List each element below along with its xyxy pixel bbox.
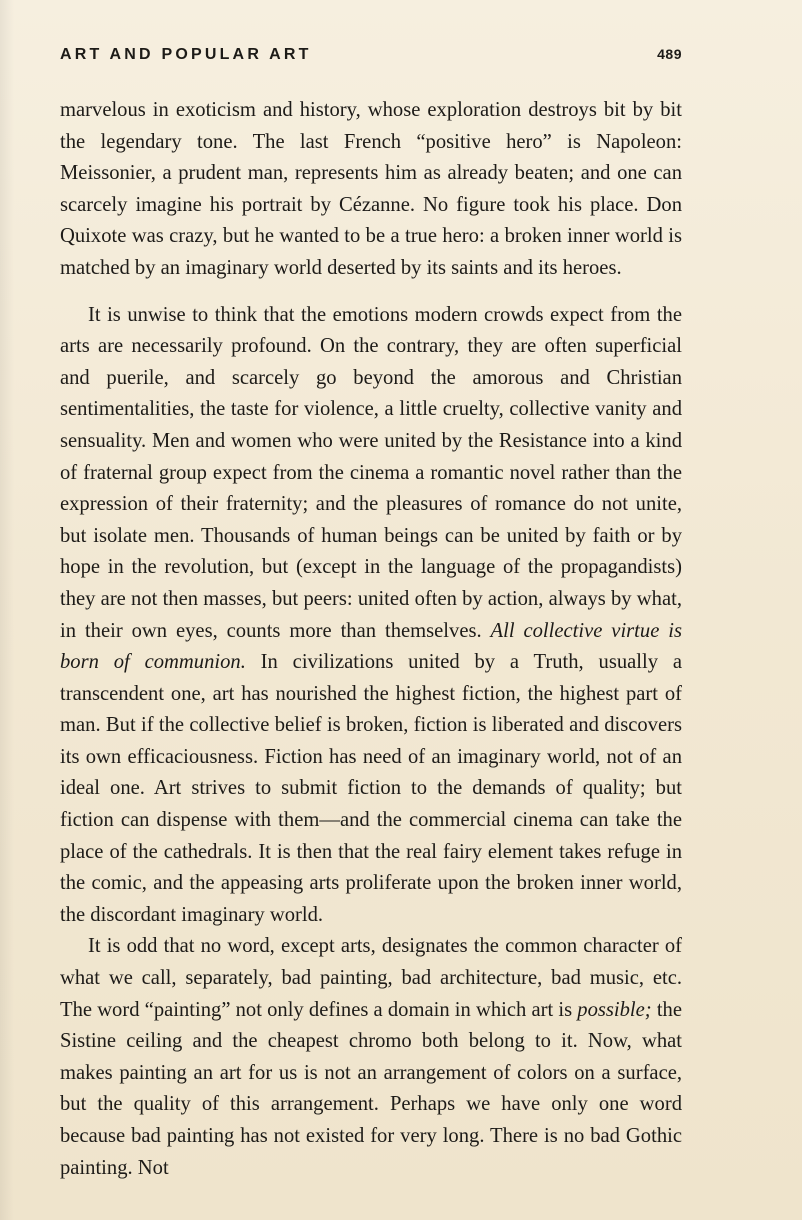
book-page bbox=[60, 46, 682, 1184]
paragraph-text: It is odd that no word, except arts, designates the common character of what we call, separately, bad painting, bad architecture, bad music, etc. The word “painting” not only defines a domain in which art is bbox=[60, 935, 682, 1021]
paragraph-text: marvelous in exoticism and history, whose exploration destroys bit by bit the legendary tone. The last French “positive hero” is Napoleon: Meissonier, a prudent man, represents him as already beaten; and one can scarcely imagine his portrait by Cézanne. No figure took his place. Don Quixote was crazy, but he wanted to be a true hero: a broken inner world is matched by an imaginary world deserted by its saints and its heroes. bbox=[60, 99, 682, 279]
paragraph bbox=[60, 931, 682, 1184]
paragraph bbox=[60, 300, 682, 932]
running-title: ART AND POPULAR ART bbox=[60, 46, 312, 63]
paragraph-continued bbox=[60, 95, 682, 285]
paragraph-text: It is unwise to think that the emotions modern crowds expect from the arts are necessarily profound. On the contrary, they are often superficial and puerile, and scarcely go beyond the amorous and Christian sentimentalities, the taste for violence, a little cruelty, collective vanity and sensuality. Men and women who were united by the Resistance into a kind of fraternal group expect from the cinema a romantic novel rather than the expression of their fraternity; and the pleasures of romance do not unite, but isolate men. Thousands of human beings can be united by faith or by hope in the revolution, but (except in the language of the propagandists) they are not then masses, but peers: united often by action, always by what, in their own eyes, counts more than themselves. bbox=[60, 303, 682, 642]
paragraph-text: In civilizations united by a Truth, usually a transcendent one, art has nourished the highest fiction, the highest part of man. But if the collective belief is broken, fiction is liberated and discovers its own efficaciousness. Fiction has need of an imaginary world, not of an ideal one. Art strives to submit fiction to the demands of quality; but fiction can dispense with them—and the commercial cinema can take the place of the cathedrals. It is then that the real fairy element takes refuge in the comic, and the appeasing arts proliferate upon the broken inner world, the discordant imaginary world. bbox=[60, 651, 682, 926]
italic-emphasis: All collective virtue is born of communion. bbox=[60, 619, 682, 674]
running-head bbox=[60, 46, 682, 76]
page-edge-shadow bbox=[0, 0, 14, 1220]
page-number: 489 bbox=[657, 46, 682, 62]
body-text bbox=[60, 95, 682, 1184]
paragraph-text: the Sistine ceiling and the cheapest chromo both belong to it. Now, what makes painting an art for us is not an arrangement of colors on a surface, but the quality of this arrangement. Perhaps we have only one word because bad painting has not existed for very long. There is no bad Gothic painting. Not bbox=[60, 998, 682, 1179]
italic-emphasis: possible; bbox=[577, 998, 652, 1021]
